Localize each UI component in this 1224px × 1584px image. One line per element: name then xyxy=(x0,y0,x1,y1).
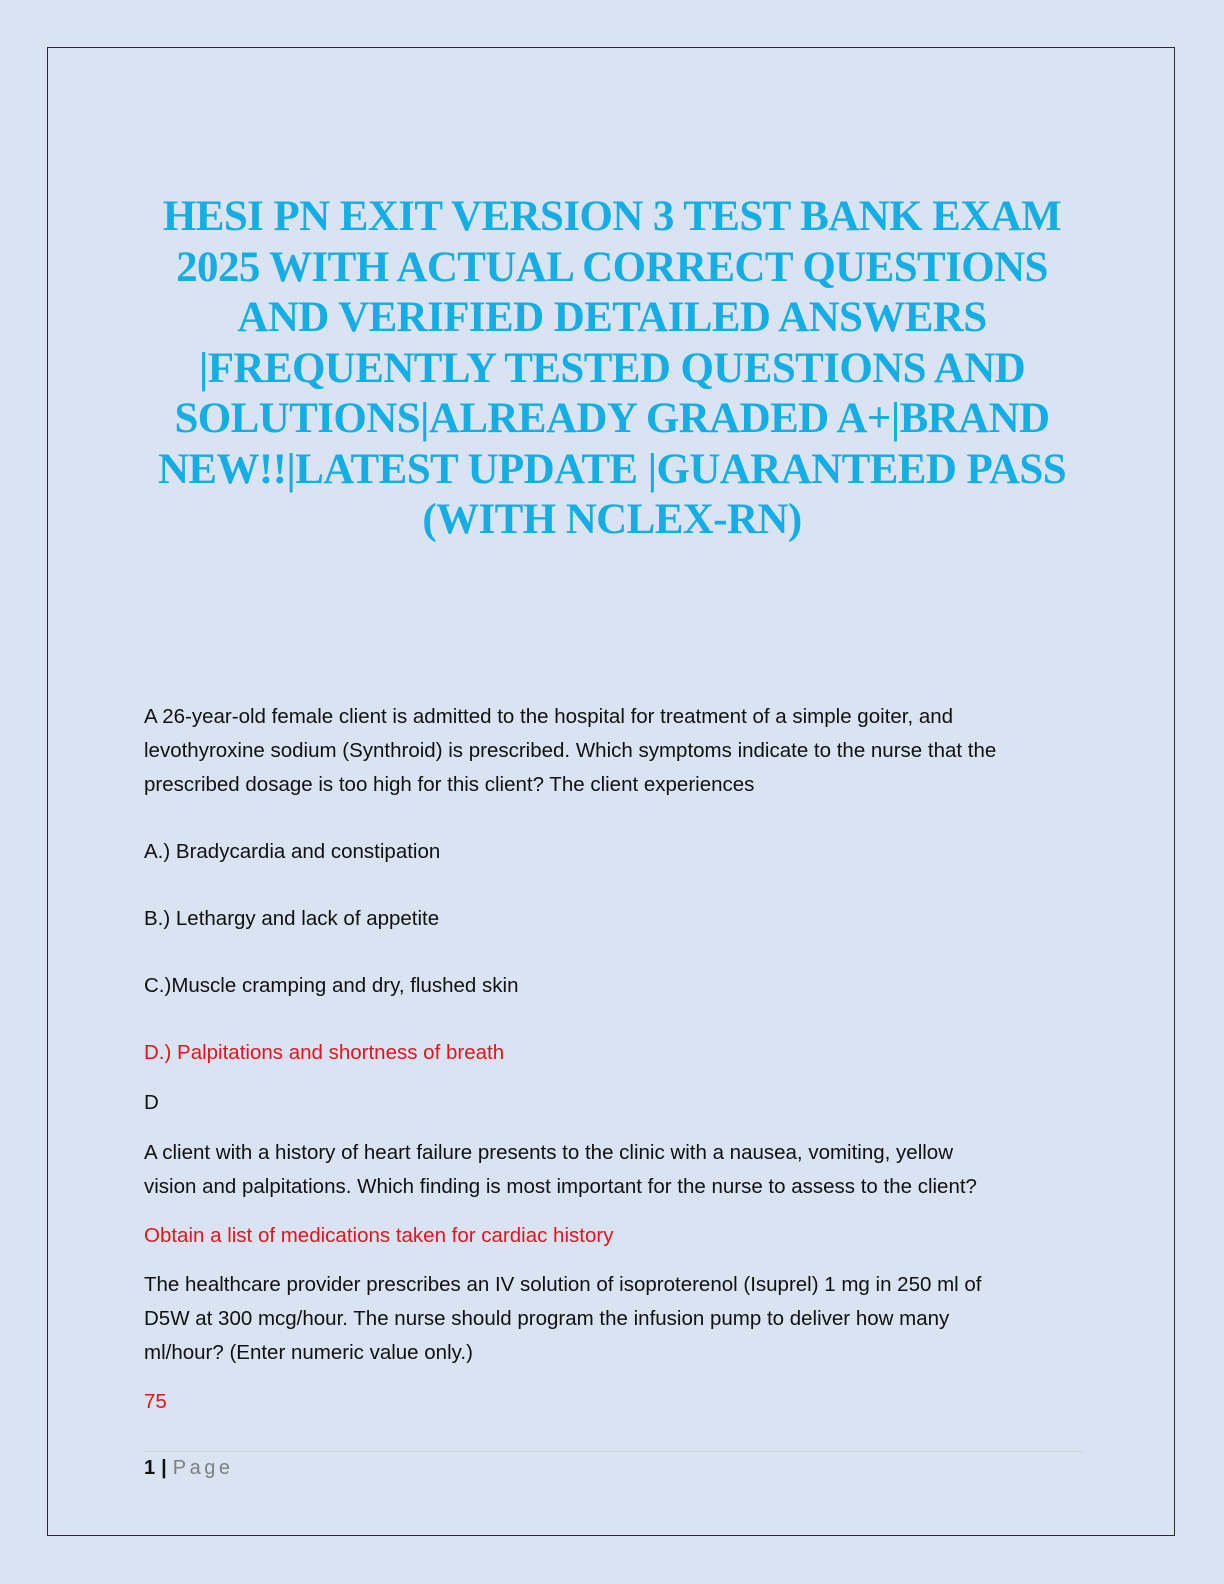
question-3-answer: 75 xyxy=(144,1390,167,1413)
title-line: (WITH NCLEX-RN) xyxy=(422,496,802,543)
question-1-option-a: A.) Bradycardia and constipation xyxy=(144,840,441,863)
question-3-stem: The healthcare provider prescribes an IV solution of isoproterenol (Isuprel) 1 mg in 250 ml of D5W at 300 mcg/hour. The nurse should program the infusion pump to deliver how many ml/hour? (Enter numeric value only.) xyxy=(144,1273,982,1364)
title-line: NEW!!|LATEST UPDATE |GUARANTEED PASS xyxy=(157,445,1067,493)
page-label: Page xyxy=(172,1457,234,1479)
question-1-option-d-correct: D.) Palpitations and shortness of breath xyxy=(144,1041,505,1064)
title-line: HESI PN EXIT VERSION 3 TEST BANK EXAM xyxy=(162,193,1062,240)
document-title xyxy=(120,192,1104,546)
title-line: |FREQUENTLY TESTED QUESTIONS AND xyxy=(198,344,1026,392)
title-line: AND VERIFIED DETAILED ANSWERS xyxy=(237,294,987,341)
footer-divider xyxy=(144,1451,1082,1452)
document-body xyxy=(144,700,1084,1419)
question-1-option-c: C.)Muscle cramping and dry, flushed skin xyxy=(144,974,519,997)
question-1-stem: A 26-year-old female client is admitted to the hospital for treatment of a simple goiter, and levothyroxine sodium (Synthroid) is prescribed. Which symptoms indicate to the nurse that the prescribed dosage is too high for this client? The client experiences xyxy=(144,705,997,796)
question-1-answer-letter: D xyxy=(144,1091,159,1114)
footer-separator: | xyxy=(161,1457,167,1479)
question-2-answer: Obtain a list of medications taken for cardiac history xyxy=(144,1224,614,1247)
question-2-stem: A client with a history of heart failure presents to the clinic with a nausea, vomiting, yellow vision and palpitations. Which finding is most important for the nurse to assess to the client? xyxy=(144,1141,977,1198)
page-footer xyxy=(144,1454,233,1482)
title-line: 2025 WITH ACTUAL CORRECT QUESTIONS xyxy=(176,243,1048,291)
page-number: 1 xyxy=(144,1457,156,1479)
title-line: SOLUTIONS|ALREADY GRADED A+|BRAND xyxy=(174,395,1050,442)
question-1-option-b: B.) Lethargy and lack of appetite xyxy=(144,907,440,930)
